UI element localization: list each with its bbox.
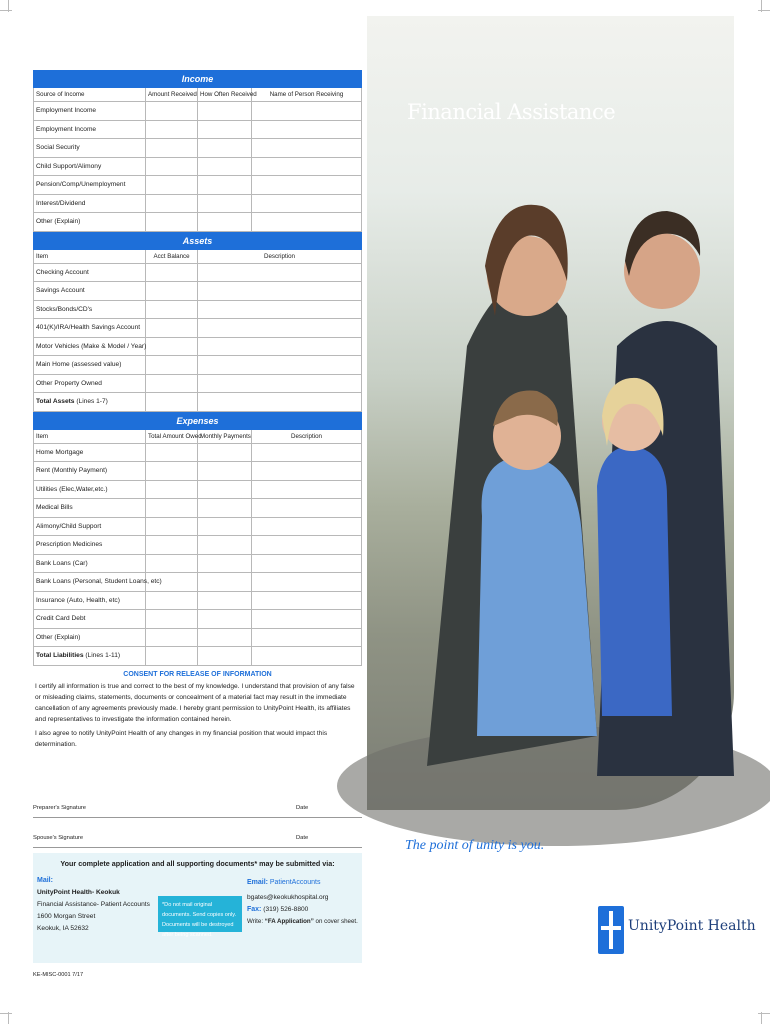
original-documents-note: *Do not mail original documents. Send copies only. Documents will be destroyed after being scanned. (158, 896, 242, 932)
preparer-date-label: Date (296, 805, 309, 811)
expense-monthly-field[interactable] (198, 517, 252, 536)
expense-monthly-field[interactable] (198, 499, 252, 518)
asset-description-field[interactable] (198, 300, 362, 319)
income-row-label: Employment Income (34, 120, 146, 139)
asset-row-label: Stocks/Bonds/CD's (34, 300, 146, 319)
expense-row-label: Medical Bills (34, 499, 146, 518)
income-header-source: Source of Income (34, 88, 146, 102)
email-address-link[interactable]: bgates@keokukhospital.org (247, 894, 329, 901)
submission-box (33, 853, 362, 963)
income-person-field[interactable] (252, 102, 362, 121)
asset-description-field[interactable] (198, 356, 362, 375)
mail-line: UnityPoint Health- Keokuk (37, 889, 120, 896)
expense-row-label: Bank Loans (Car) (34, 554, 146, 573)
income-amount-field[interactable] (146, 194, 198, 213)
expense-monthly-field[interactable] (198, 480, 252, 499)
expense-owed-field[interactable] (146, 499, 198, 518)
assets-header-description: Description (198, 249, 362, 263)
expenses-header-item: Item (34, 429, 146, 443)
income-often-field[interactable] (198, 139, 252, 158)
expenses-table (33, 412, 362, 666)
income-person-field[interactable] (252, 213, 362, 232)
asset-description-field[interactable] (198, 337, 362, 356)
asset-balance-field[interactable] (146, 337, 198, 356)
unitypoint-cross-icon (598, 906, 624, 954)
total-liabilities-description-field[interactable] (252, 647, 362, 666)
tagline: The point of unity is you. (405, 838, 545, 853)
expense-row-label: Prescription Medicines (34, 536, 146, 555)
income-header-often: How Often Received (198, 88, 252, 102)
expense-row-label: Insurance (Auto, Health, etc) (34, 591, 146, 610)
income-row-label: Interest/Dividend (34, 194, 146, 213)
expense-description-field[interactable] (252, 610, 362, 629)
assets-table (33, 232, 362, 412)
consent-paragraph: I certify all information is true and correct to the best of my knowledge. I understand that provision of any false or misleading claims, statements, documents or concealment of a material fact may result in the immediate cancellation of any agreements previously made. I hereby grant permission to UnityPoint Health, its affiliates and representatives to investigate the information contained herein. (35, 682, 355, 723)
preparer-signature-label: Preparer's Signature (33, 805, 86, 811)
expense-owed-field[interactable] (146, 628, 198, 647)
income-often-field[interactable] (198, 176, 252, 195)
spouse-signature-label: Spouse's Signature (33, 835, 84, 841)
asset-balance-field[interactable] (146, 300, 198, 319)
expense-monthly-field[interactable] (198, 536, 252, 555)
expense-row-label: Bank Loans (Personal, Student Loans, etc) (34, 573, 146, 592)
asset-balance-field[interactable] (146, 282, 198, 301)
expense-owed-field[interactable] (146, 536, 198, 555)
expense-owed-field[interactable] (146, 591, 198, 610)
total-assets-label: Total Assets (Lines 1-7) (34, 393, 146, 412)
total-assets-description-field[interactable] (198, 393, 362, 412)
income-header-amount: Amount Received (146, 88, 198, 102)
write-instruction: Write: “FA Application” on cover sheet. (247, 918, 358, 925)
total-assets-field[interactable] (146, 393, 198, 412)
expense-monthly-field[interactable] (198, 628, 252, 647)
expense-monthly-field[interactable] (198, 591, 252, 610)
email-line: Email: PatientAccounts (247, 879, 321, 886)
asset-description-field[interactable] (198, 263, 362, 282)
cover-title: Financial Assistance (407, 100, 616, 124)
asset-balance-field[interactable] (146, 263, 198, 282)
total-liabilities-monthly-field[interactable] (198, 647, 252, 666)
income-often-field[interactable] (198, 120, 252, 139)
income-person-field[interactable] (252, 157, 362, 176)
income-often-field[interactable] (198, 102, 252, 121)
asset-row-label: Main Home (assessed value) (34, 356, 146, 375)
income-often-field[interactable] (198, 194, 252, 213)
expenses-title: Expenses (34, 412, 362, 429)
family-photo (367, 16, 734, 810)
expense-description-field[interactable] (252, 499, 362, 518)
expenses-header-monthly: Monthly Payments (198, 429, 252, 443)
asset-description-field[interactable] (198, 319, 362, 338)
financial-form (33, 70, 362, 978)
income-table (33, 70, 362, 232)
brand-name: UnityPoint Health (628, 918, 756, 934)
income-amount-field[interactable] (146, 139, 198, 158)
expense-owed-field[interactable] (146, 610, 198, 629)
asset-balance-field[interactable] (146, 356, 198, 375)
mail-line: Keokuk, IA 52632 (37, 925, 89, 932)
income-row-label: Social Security (34, 139, 146, 158)
expense-description-field[interactable] (252, 628, 362, 647)
income-amount-field[interactable] (146, 157, 198, 176)
expense-row-label: Other (Explain) (34, 628, 146, 647)
expense-description-field[interactable] (252, 536, 362, 555)
consent-notify-paragraph: I also agree to notify UnityPoint Health of any changes in my financial position that would impact this determination. (35, 729, 328, 748)
expense-row-label: Rent (Monthly Payment) (34, 462, 146, 481)
asset-balance-field[interactable] (146, 374, 198, 393)
expense-row-label: Home Mortgage (34, 443, 146, 462)
total-liabilities-label: Total Liabilities (Lines 1-11) (34, 647, 146, 666)
expense-owed-field[interactable] (146, 480, 198, 499)
expense-monthly-field[interactable] (198, 443, 252, 462)
income-amount-field[interactable] (146, 176, 198, 195)
asset-row-label: Savings Account (34, 282, 146, 301)
asset-description-field[interactable] (198, 282, 362, 301)
expense-monthly-field[interactable] (198, 462, 252, 481)
asset-description-field[interactable] (198, 374, 362, 393)
expense-description-field[interactable] (252, 443, 362, 462)
form-code: KE-MISC-0001 7/17 (33, 972, 84, 978)
asset-row-label: 401(K)/IRA/Health Savings Account (34, 319, 146, 338)
expense-description-field[interactable] (252, 554, 362, 573)
income-often-field[interactable] (198, 213, 252, 232)
income-row-label: Child Support/Alimony (34, 157, 146, 176)
asset-row-label: Other Property Owned (34, 374, 146, 393)
income-amount-field[interactable] (146, 102, 198, 121)
expense-description-field[interactable] (252, 573, 362, 592)
income-header-person: Name of Person Receiving (252, 88, 362, 102)
income-row-label: Pension/Comp/Unemployment (34, 176, 146, 195)
expense-monthly-field[interactable] (198, 573, 252, 592)
expense-monthly-field[interactable] (198, 610, 252, 629)
total-liabilities-field[interactable] (146, 647, 198, 666)
income-person-field[interactable] (252, 120, 362, 139)
preparer-signature-line[interactable] (33, 805, 362, 818)
expense-owed-field[interactable] (146, 517, 198, 536)
asset-balance-field[interactable] (146, 319, 198, 338)
consent-title: CONSENT FOR RELEASE OF INFORMATION (123, 670, 272, 678)
income-row-label: Employment Income (34, 102, 146, 121)
asset-row-label: Checking Account (34, 263, 146, 282)
unitypoint-logo (598, 906, 756, 954)
income-row-label: Other (Explain) (34, 213, 146, 232)
expense-owed-field[interactable] (146, 554, 198, 573)
expense-description-field[interactable] (252, 517, 362, 536)
expense-description-field[interactable] (252, 462, 362, 481)
submission-title: Your complete application and all supporting documents* may be submitted via: (60, 859, 335, 868)
expense-description-field[interactable] (252, 480, 362, 499)
income-person-field[interactable] (252, 194, 362, 213)
expense-owed-field[interactable] (146, 443, 198, 462)
family-illustration (367, 16, 734, 810)
expense-row-label: Credit Card Debt (34, 610, 146, 629)
expenses-header-description: Description (252, 429, 362, 443)
mail-line: Financial Assistance- Patient Accounts (37, 901, 150, 908)
fax-line: Fax: (319) 526-8800 (247, 906, 309, 913)
mail-line: 1600 Morgan Street (37, 913, 96, 920)
mail-label: Mail: (37, 877, 53, 884)
assets-header-balance: Acct Balance (146, 249, 198, 263)
income-person-field[interactable] (252, 139, 362, 158)
email-value: PatientAccounts (269, 879, 321, 886)
expense-monthly-field[interactable] (198, 554, 252, 573)
spouse-date-label: Date (296, 835, 309, 841)
expenses-header-owed: Total Amount Owed (146, 429, 198, 443)
income-title: Income (34, 71, 362, 88)
assets-title: Assets (34, 232, 362, 249)
income-often-field[interactable] (198, 157, 252, 176)
expense-row-label: Alimony/Child Support (34, 517, 146, 536)
income-person-field[interactable] (252, 176, 362, 195)
assets-header-item: Item (34, 249, 146, 263)
expense-description-field[interactable] (252, 591, 362, 610)
expense-row-label: Utilities (Elec,Water,etc.) (34, 480, 146, 499)
expense-owed-field[interactable] (146, 462, 198, 481)
income-amount-field[interactable] (146, 120, 198, 139)
spouse-signature-line[interactable] (33, 835, 362, 848)
income-amount-field[interactable] (146, 213, 198, 232)
asset-row-label: Motor Vehicles (Make & Model / Year) (34, 337, 146, 356)
